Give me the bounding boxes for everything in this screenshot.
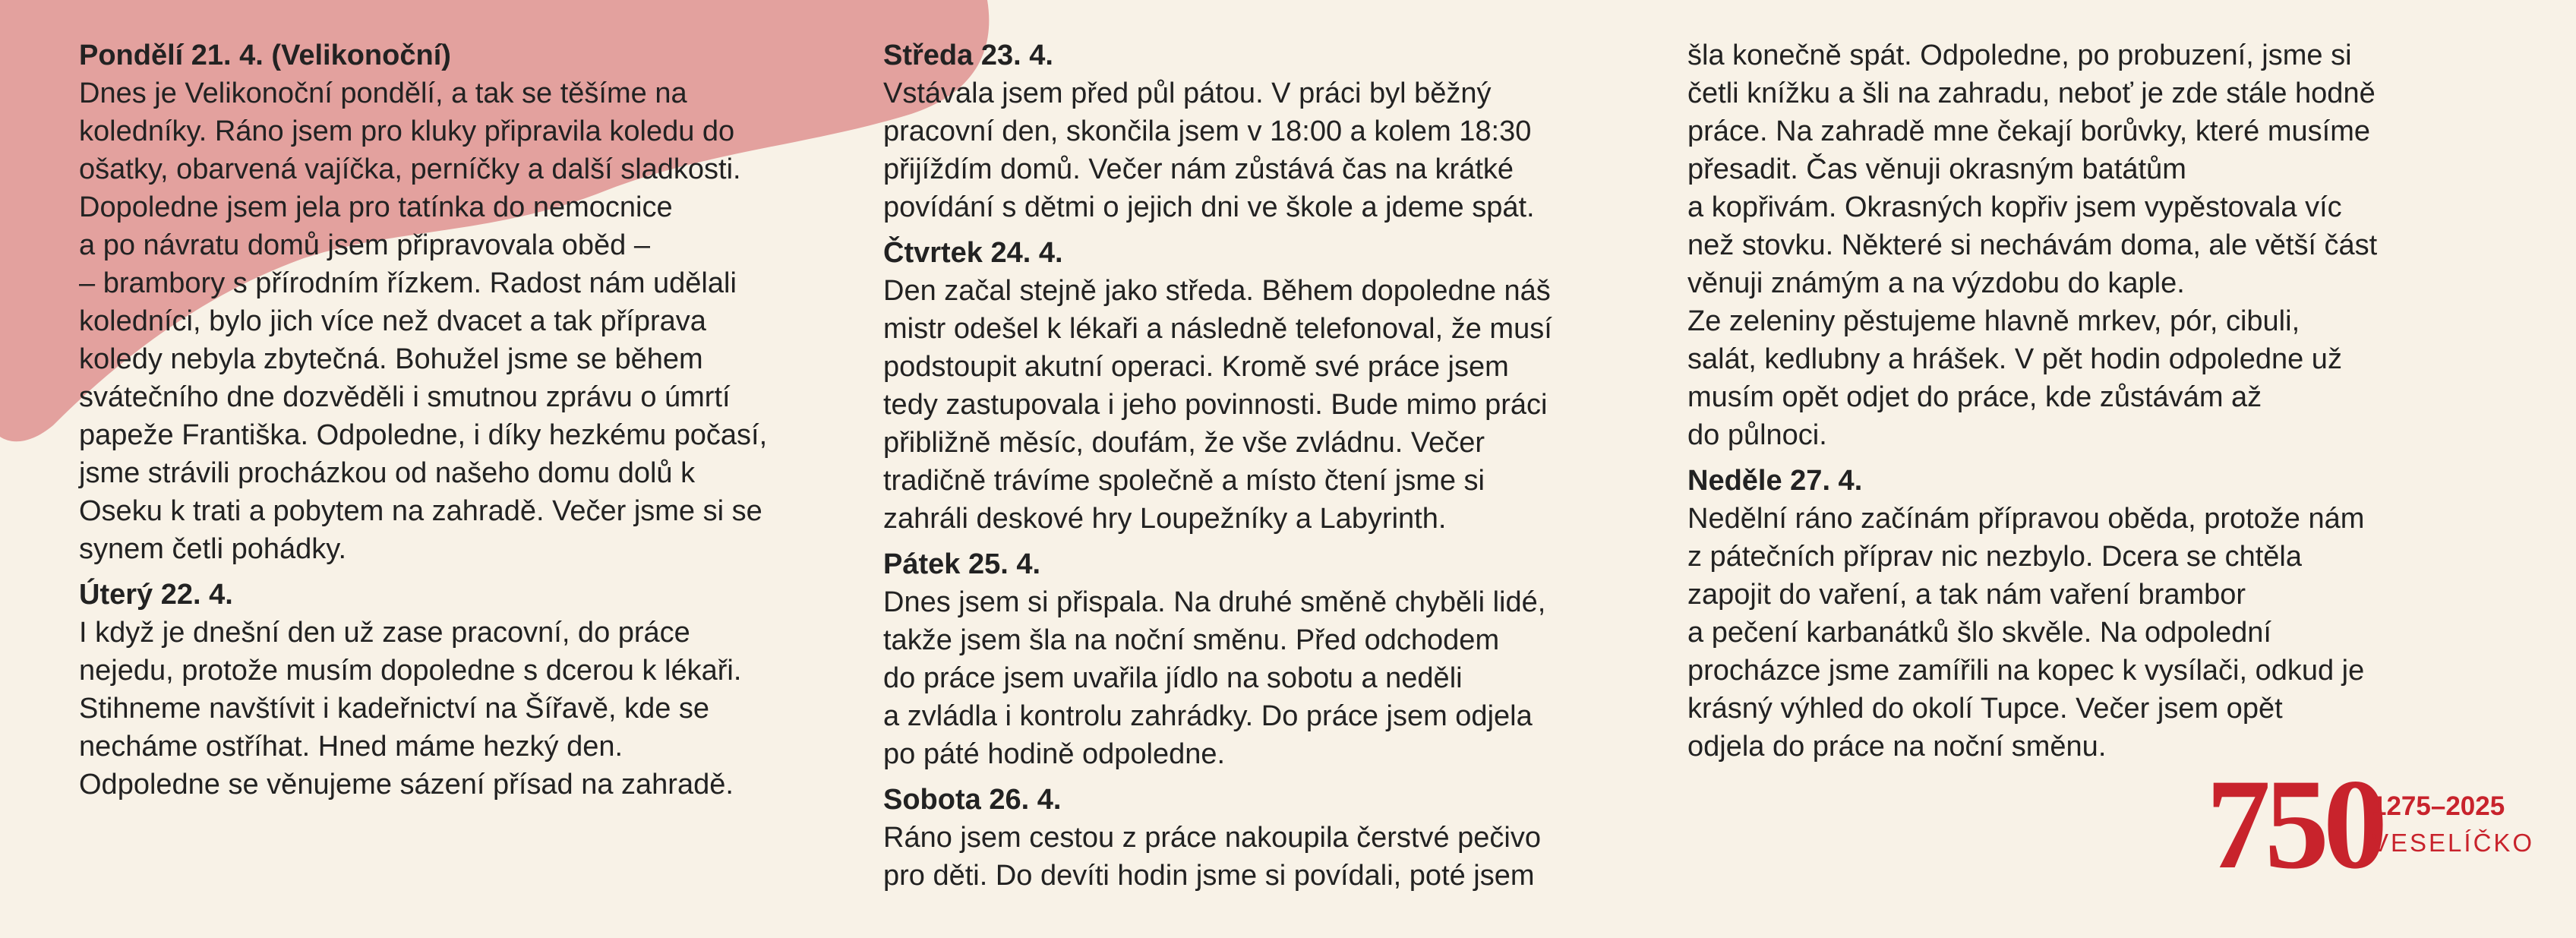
- entry-text: Dnes jsem si přispala. Na druhé směně chyběli lidé, takže jsem šla na noční směnu. Před odchodem do práce jsem uvařila jídlo na sobotu a neděli a zvládla i kontrolu zahrádky. Do práce jsem odjela po páté hodině odpoledne.: [883, 586, 1546, 770]
- diary-column-2: [883, 36, 1650, 902]
- entry-text: Den začal stejně jako středa. Během dopoledne náš mistr odešel k lékaři a následně telefonoval, že musí podstoupit akutní operaci. Kromě své práce jsem tedy zastupovala i jeho povinnosti. Bude mimo práci přibližně měsíc, doufám, že vše zvládnu. Večer tradičně trávíme společně a místo čtení jsme si zahráli deskové hry Loupežníky a Labyrinth.: [883, 275, 1552, 535]
- entry-text: Nedělní ráno začínám přípravou oběda, protože nám z pátečních příprav nic nezbylo. Dcera se chtěla zapojit do vaření, a tak nám vaření brambor a pečení karbanátků šlo skvěle. Na odpolední procházce jsme zamířili na kopec k vysílači, odkud je krásný výhled do okolí Tupce. Večer jsem opět odjela do práce na noční směnu.: [1687, 503, 2365, 763]
- entry-heading: Úterý 22. 4.: [79, 579, 233, 611]
- diary-entry-sunday: [1687, 462, 2485, 766]
- entry-text: I když je dnešní den už zase pracovní, do práce nejedu, protože musím dopoledne s dcerou k lékaři. Stihneme navštívit i kadeřnictví na Šířavě, kde se necháme ostříhat. Hned máme hezký den. Odpoledne se věnujeme sázení přísad na zahradě.: [79, 617, 742, 801]
- diary-entry-tuesday: [79, 576, 861, 804]
- entry-heading: Neděle 27. 4.: [1687, 465, 1863, 497]
- diary-entry-saturday-continued: [1687, 36, 2485, 454]
- diary-entry-thursday: [883, 234, 1650, 538]
- logo-number: 750: [2206, 753, 2382, 895]
- diary-entry-wednesday: [883, 36, 1650, 226]
- entry-heading: Čtvrtek 24. 4.: [883, 237, 1063, 269]
- logo-years: 1275–2025: [2372, 791, 2505, 821]
- logo-place-name: VESELÍČKO: [2372, 829, 2535, 857]
- entry-text: Vstávala jsem před půl pátou. V práci byl běžný pracovní den, skončila jsem v 18:00 a kolem 18:30 přijíždím domů. Večer nám zůstává čas na krátké povídání s dětmi o jejich dni ve škole a jdeme spát.: [883, 77, 1535, 223]
- diary-entry-saturday: [883, 781, 1650, 895]
- entry-heading: Sobota 26. 4.: [883, 784, 1062, 816]
- entry-text: Ráno jsem cestou z práce nakoupila čerstvé pečivo pro děti. Do devíti hodin jsme si povídali, poté jsem: [883, 822, 1542, 892]
- anniversary-logo: [2206, 753, 2540, 895]
- diary-column-3: [1687, 36, 2485, 773]
- entry-heading: Pondělí 21. 4. (Velikonoční): [79, 39, 451, 71]
- diary-entry-friday: [883, 545, 1650, 773]
- diary-entry-monday: [79, 36, 861, 568]
- entry-heading: Středa 23. 4.: [883, 39, 1053, 71]
- entry-heading: Pátek 25. 4.: [883, 548, 1041, 580]
- diary-column-1: [79, 36, 861, 811]
- entry-text: Dnes je Velikonoční pondělí, a tak se těšíme na koledníky. Ráno jsem pro kluky připravila koledu do ošatky, obarvená vajíčka, perníčky a další sladkosti. Dopoledne jsem jela pro tatínka do nemocnice a po návratu domů jsem připravovala oběd – – brambory s přírodním řízkem. Radost nám udělali koledníci, bylo jich více než dvacet a tak příprava koledy nebyla zbytečná. Bohužel jsme se během svátečního dne dozvěděli i smutnou zprávu o úmrtí papeže Františka. Odpoledne, i díky hezkému počasí, jsme strávili procházkou od našeho domu dolů k Oseku k trati a pobytem na zahradě. Večer jsme si se synem četli pohádky.: [79, 77, 768, 565]
- entry-text: šla konečně spát. Odpoledne, po probuzení, jsme si četli knížku a šli na zahradu, neboť je zde stále hodně práce. Na zahradě mne čekají borůvky, které musíme přesadit. Čas věnuji okrasným batátům a kopřivám. Okrasných kopřiv jsem vypěstovala víc než stovku. Některé si nechávám doma, ale větší část věnuji známým a na výzdobu do kaple. Ze zeleniny pěstujeme hlavně mrkev, pór, cibuli, salát, kedlubny a hrášek. V pět hodin odpoledne už musím opět odjet do práce, kde zůstávám až do půlnoci.: [1687, 39, 2378, 451]
